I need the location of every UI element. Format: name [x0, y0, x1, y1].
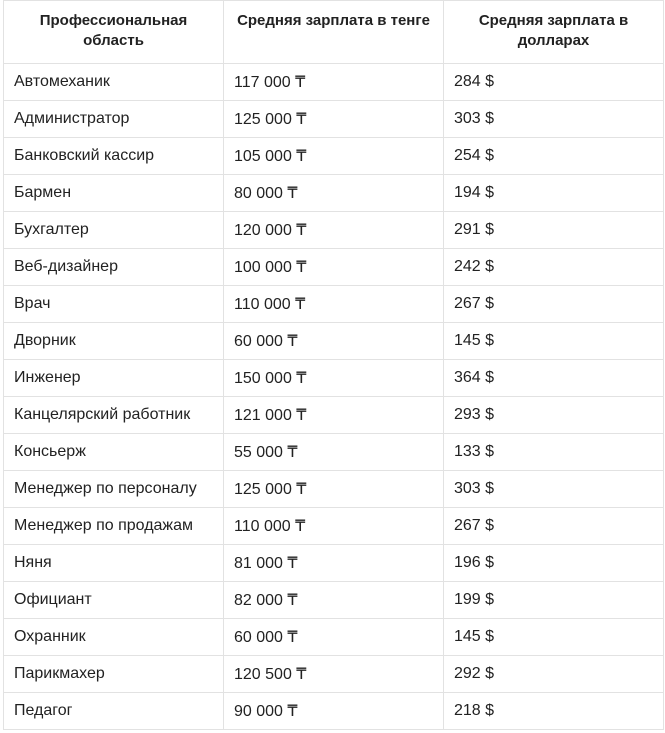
table-row [4, 434, 664, 471]
table-row [4, 693, 664, 730]
cell-salary-tenge: 90 000 ₸ [224, 693, 444, 730]
cell-salary-dollars: 267 $ [444, 508, 664, 545]
cell-salary-tenge: 117 000 ₸ [224, 64, 444, 101]
salary-table [3, 0, 664, 730]
cell-salary-tenge: 81 000 ₸ [224, 545, 444, 582]
cell-profession: Канцелярский работник [4, 397, 224, 434]
cell-profession: Няня [4, 545, 224, 582]
cell-salary-dollars: 199 $ [444, 582, 664, 619]
table-row [4, 101, 664, 138]
cell-profession: Педагог [4, 693, 224, 730]
cell-salary-dollars: 145 $ [444, 323, 664, 360]
cell-profession: Охранник [4, 619, 224, 656]
cell-salary-dollars: 284 $ [444, 64, 664, 101]
table-row [4, 360, 664, 397]
header-row [4, 1, 664, 64]
cell-salary-tenge: 125 000 ₸ [224, 471, 444, 508]
table-body [4, 64, 664, 730]
cell-salary-dollars: 196 $ [444, 545, 664, 582]
cell-profession: Дворник [4, 323, 224, 360]
header-profession: Профессиональная область [4, 1, 224, 64]
table-row [4, 619, 664, 656]
cell-salary-dollars: 218 $ [444, 693, 664, 730]
cell-profession: Бармен [4, 175, 224, 212]
cell-salary-tenge: 105 000 ₸ [224, 138, 444, 175]
table-row [4, 175, 664, 212]
cell-profession: Парикмахер [4, 656, 224, 693]
table-row [4, 397, 664, 434]
cell-profession: Автомеханик [4, 64, 224, 101]
table-row [4, 323, 664, 360]
cell-profession: Менеджер по персоналу [4, 471, 224, 508]
table-row [4, 545, 664, 582]
cell-salary-tenge: 121 000 ₸ [224, 397, 444, 434]
cell-salary-tenge: 150 000 ₸ [224, 360, 444, 397]
cell-salary-dollars: 242 $ [444, 249, 664, 286]
table-header [4, 1, 664, 64]
cell-salary-tenge: 110 000 ₸ [224, 508, 444, 545]
cell-profession: Бухгалтер [4, 212, 224, 249]
cell-profession: Консьерж [4, 434, 224, 471]
cell-salary-dollars: 303 $ [444, 101, 664, 138]
cell-salary-tenge: 60 000 ₸ [224, 619, 444, 656]
cell-salary-tenge: 125 000 ₸ [224, 101, 444, 138]
table-row [4, 582, 664, 619]
cell-salary-tenge: 60 000 ₸ [224, 323, 444, 360]
cell-salary-tenge: 82 000 ₸ [224, 582, 444, 619]
cell-salary-dollars: 293 $ [444, 397, 664, 434]
header-salary-dollars: Средняя зарплата в долларах [444, 1, 664, 64]
cell-salary-dollars: 145 $ [444, 619, 664, 656]
cell-salary-dollars: 291 $ [444, 212, 664, 249]
table-row [4, 64, 664, 101]
cell-profession: Врач [4, 286, 224, 323]
table-row [4, 286, 664, 323]
table-row [4, 138, 664, 175]
cell-salary-dollars: 194 $ [444, 175, 664, 212]
cell-profession: Менеджер по продажам [4, 508, 224, 545]
table-row [4, 508, 664, 545]
cell-profession: Банковский кассир [4, 138, 224, 175]
table-row [4, 471, 664, 508]
cell-salary-dollars: 254 $ [444, 138, 664, 175]
cell-salary-tenge: 100 000 ₸ [224, 249, 444, 286]
table-row [4, 656, 664, 693]
cell-profession: Администратор [4, 101, 224, 138]
cell-salary-dollars: 133 $ [444, 434, 664, 471]
cell-salary-tenge: 120 000 ₸ [224, 212, 444, 249]
cell-salary-tenge: 80 000 ₸ [224, 175, 444, 212]
table-row [4, 249, 664, 286]
table-row [4, 212, 664, 249]
cell-salary-tenge: 110 000 ₸ [224, 286, 444, 323]
cell-salary-dollars: 364 $ [444, 360, 664, 397]
cell-profession: Веб-дизайнер [4, 249, 224, 286]
cell-salary-dollars: 292 $ [444, 656, 664, 693]
header-salary-tenge: Средняя зарплата в тенге [224, 1, 444, 64]
cell-salary-dollars: 267 $ [444, 286, 664, 323]
cell-salary-tenge: 55 000 ₸ [224, 434, 444, 471]
cell-salary-dollars: 303 $ [444, 471, 664, 508]
cell-profession: Официант [4, 582, 224, 619]
cell-profession: Инженер [4, 360, 224, 397]
cell-salary-tenge: 120 500 ₸ [224, 656, 444, 693]
